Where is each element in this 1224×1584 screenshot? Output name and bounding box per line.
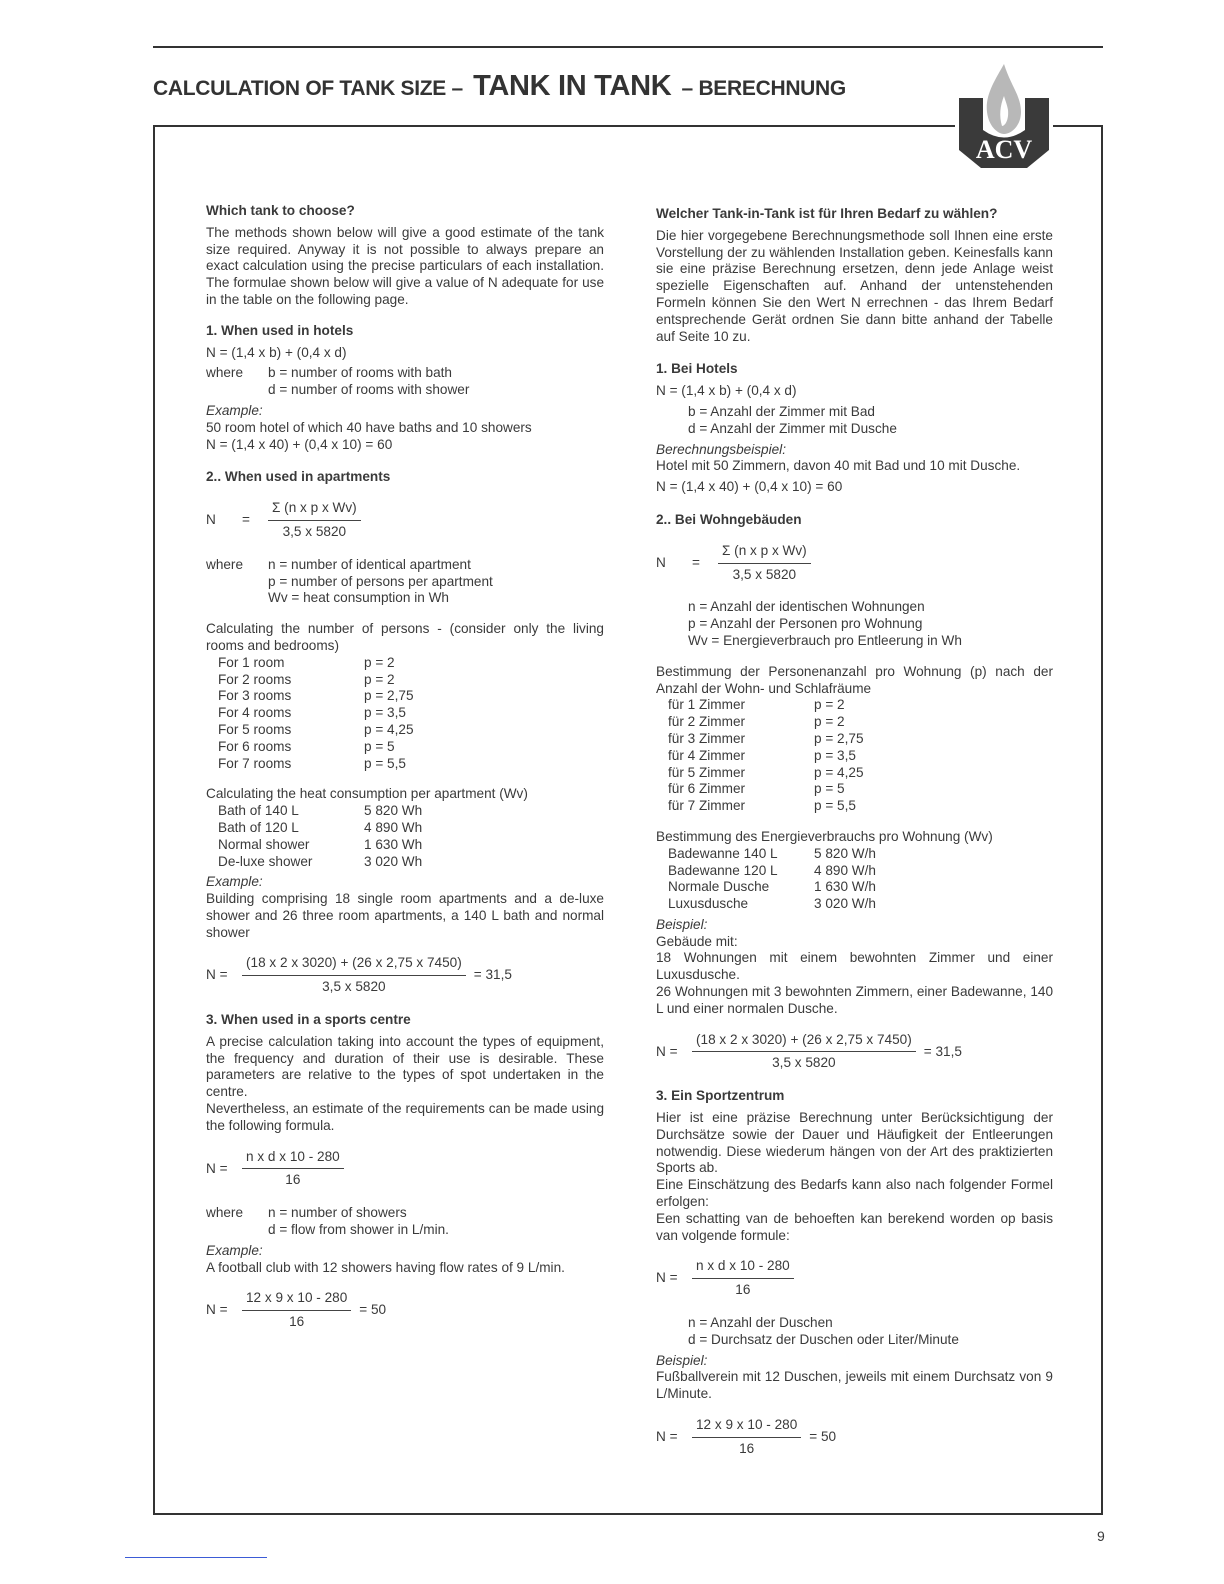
definition-list [688,404,897,438]
fraction-formula [656,1417,1053,1458]
fraction-formula [206,1290,604,1331]
title-main: TANK IN TANK [473,70,672,102]
table-row [218,837,604,854]
table-value: p = 2,75 [364,688,414,704]
denominator: 3,5 x 5820 [732,566,797,582]
table-label: Badewanne 120 L [668,862,778,878]
english-column [206,203,604,1347]
table-row [668,765,1053,782]
table-value: 3 020 W/h [814,896,876,912]
example-label: Example: [206,1242,263,1258]
table-row [668,748,1053,765]
table-label: für 1 Zimmer [668,697,746,713]
formula-line: N = (1,4 x b) + (0,4 x d) [206,344,347,360]
table-value: p = 3,5 [814,747,856,763]
table-row [668,781,1053,798]
table-value: p = 4,25 [364,721,414,737]
table-row [668,863,1053,880]
table-row [668,731,1053,748]
numerator: (18 x 2 x 3020) + (26 x 2,75 x 7450) [692,1032,916,1053]
paragraph: The methods shown below will give a good estimate of the tank size required. Anyway it is not possible to always prepare an exact calculation using the precise particulars of each installation. The formulae shown below will give a value of N adequate for use in the table on the following page. [206,224,604,307]
definition-list [688,1315,959,1349]
section-heading: 2.. Bei Wohngebäuden [656,511,802,527]
title-right: – BERECHNUNG [681,77,846,100]
table-label: For 4 rooms [218,705,292,721]
variable-definitions [656,404,1053,438]
table-label: für 4 Zimmer [668,747,746,763]
where-label [656,1315,688,1349]
definition: n = number of showers [268,1205,407,1221]
table-label: Badewanne 140 L [668,845,778,861]
table-row [668,846,1053,863]
table-row [668,896,1053,913]
fraction [242,1290,351,1331]
definition-list [268,1205,449,1239]
table-value: p = 2 [364,671,395,687]
variable-definitions [656,1315,1053,1349]
numerator: Σ (n x p x Wv) [718,543,811,564]
denominator: 16 [735,1282,751,1298]
paragraph: Calculating the heat consumption per apartment (Wv) [206,786,528,802]
fraction-formula [656,543,1053,584]
page-number: 9 [1097,1528,1105,1544]
table-row [218,820,604,837]
formula-line: N = (1,4 x 40) + (0,4 x 10) = 60 [656,479,843,495]
definition: b = Anzahl der Zimmer mit Bad [688,403,875,419]
table-row [218,803,604,820]
paragraph: Gebäude mit: [656,933,738,949]
example-label: Example: [206,402,263,418]
text-lines [206,420,604,454]
table-row [668,697,1053,714]
denominator: 16 [289,1314,305,1330]
table-row [218,688,604,705]
table-row [668,879,1053,896]
table-value: p = 2 [814,714,845,730]
where-label: where [206,365,244,381]
definition: d = Anzahl der Zimmer mit Dusche [688,420,897,436]
table-value: p = 5 [364,738,395,754]
table-label: For 6 rooms [218,738,292,754]
paragraph: Eine Einschätzung des Bedarfs kann also nach folgender Formel erfolgen: [656,1177,1053,1210]
table-label: For 3 rooms [218,688,292,704]
fraction [692,1032,916,1073]
paragraph: Een schatting van de behoeften kan berekend worden op basis van volgende formule: [656,1210,1053,1243]
denominator: 16 [739,1440,755,1456]
fraction-formula [206,955,604,996]
formula-lhs: N [206,512,216,528]
example-label: Beispiel: [656,916,708,932]
formula-result: = 31,5 [473,967,512,983]
where-label: where [206,1205,244,1221]
table-label: De-luxe shower [218,853,313,869]
paragraph: Building comprising 18 single room apartments and a de-luxe shower and 26 three room apartments, a 140 L bath and normal shower [206,891,604,940]
table-label: For 2 rooms [218,671,292,687]
table-label: für 2 Zimmer [668,714,746,730]
fraction [692,1417,801,1458]
definition: d = Durchsatz der Duschen oder Liter/Minute [688,1331,959,1347]
paragraph: A football club with 12 showers having flow rates of 9 L/min. [206,1259,565,1275]
table-value: 5 820 W/h [814,845,876,861]
example-label: Beispiel: [656,1352,708,1368]
title-left: CALCULATION OF TANK SIZE – [153,77,463,100]
definition: Wv = Energieverbrauch pro Entleerung in Wh [688,632,962,648]
formula-result: = 50 [809,1428,837,1444]
section-heading: 3. When used in a sports centre [206,1012,411,1028]
footer-link-line [125,1557,267,1558]
value-table [218,655,604,773]
table-row [218,854,604,871]
fraction-formula [656,1032,1053,1073]
denominator: 3,5 x 5820 [282,523,347,539]
table-value: 3 020 Wh [364,853,423,869]
formula-lhs: N = [656,1270,678,1286]
table-value: p = 3,5 [364,705,406,721]
paragraph: Fußballverein mit 12 Duschen, jeweils mit einem Durchsatz von 9 L/Minute. [656,1369,1053,1402]
paragraph: Calculating the number of persons - (consider only the living rooms and bedrooms) [206,621,604,653]
numerator: n x d x 10 - 280 [242,1149,344,1170]
table-row [218,655,604,672]
value-table [218,803,604,870]
text-line: 50 room hotel of which 40 have baths and 10 showers [206,419,532,435]
definition: n = number of identical apartment [268,556,471,572]
definition: d = flow from shower in L/min. [268,1222,449,1238]
numerator: Σ (n x p x Wv) [268,500,361,521]
value-table [668,846,1053,913]
example-label: Berechnungsbeispiel: [656,441,786,457]
table-label: For 7 rooms [218,755,292,771]
german-column [656,206,1053,1474]
formula-lhs: N = [206,1302,228,1318]
fraction-formula [656,1258,1053,1299]
table-value: p = 2 [814,697,845,713]
fraction [718,543,811,584]
fraction-formula [206,500,604,541]
table-row [218,756,604,773]
table-row [218,722,604,739]
paragraph: Hier ist eine präzise Berechnung unter Berücksichtigung der Durchsätze sowie der Dauer und Häufigkeit der Entleerungen notwendig. Diese wiederum hängen von der Art des praktizierten Sports ab. [656,1110,1053,1176]
table-label: für 6 Zimmer [668,781,746,797]
denominator: 16 [285,1172,301,1188]
section-heading: 2.. When used in apartments [206,469,391,485]
definition: Wv = heat consumption in Wh [268,590,449,606]
variable-definitions [206,557,604,607]
formula-lhs: N = [206,967,228,983]
paragraph: A precise calculation taking into account the types of equipment, the frequency and duration of their use is desirable. These parameters are relative to the types of spot undertaken in the centre. [206,1033,604,1100]
page-title [153,70,846,103]
section-heading: 3. Ein Sportzentrum [656,1088,785,1104]
section-heading: Welcher Tank-in-Tank ist für Ihren Bedarf zu wählen? [656,206,998,221]
definition: p = number of persons per apartment [268,573,493,589]
table-label: For 5 rooms [218,721,292,737]
denominator: 3,5 x 5820 [322,979,386,995]
table-label: für 7 Zimmer [668,798,746,814]
table-row [218,705,604,722]
definition: n = Anzahl der identischen Wohnungen [688,599,925,615]
table-label: Bath of 120 L [218,819,299,835]
definition-list [688,599,962,649]
table-value: p = 2,75 [814,730,864,746]
table-value: 4 890 Wh [364,819,423,835]
formula-lhs: N [656,554,666,570]
paragraph: Hotel mit 50 Zimmern, davon 40 mit Bad und 10 mit Dusche. [656,458,1021,474]
variable-definitions [206,365,604,399]
fraction [692,1258,794,1299]
table-label: für 3 Zimmer [668,730,746,746]
table-label: Luxusdusche [668,896,749,912]
definition: d = number of rooms with shower [268,382,470,398]
fraction [242,955,466,996]
svg-text:ACV: ACV [975,135,1033,164]
definition: b = number of rooms with bath [268,365,452,381]
numerator: 12 x 9 x 10 - 280 [242,1290,351,1311]
where-label [656,599,688,649]
fraction [268,500,361,541]
table-row [218,672,604,689]
paragraph: Nevertheless, an estimate of the requirements can be made using the following formula. [206,1101,604,1133]
table-row [668,714,1053,731]
table-value: p = 4,25 [814,764,864,780]
table-value: p = 5 [814,781,845,797]
fraction [242,1149,344,1190]
table-value: 5 820 Wh [364,803,423,819]
definition-list [268,557,493,607]
table-row [668,798,1053,815]
definition-list [268,365,469,399]
paragraph: 26 Wohnungen mit 3 bewohnten Zimmern, einer Badewanne, 140 L und einer normalen Dusche. [656,984,1053,1016]
section-heading: Which tank to choose? [206,203,355,218]
definition: p = Anzahl der Personen pro Wohnung [688,616,923,632]
table-value: p = 5,5 [814,798,856,814]
table-label: für 5 Zimmer [668,764,746,780]
paragraph: Die hier vorgegebene Berechnungsmethode soll Ihnen eine erste Vorstellung der zu wählenden Installation geben. Keinesfalls kann sie eine präzise Berechnung ersetzen, denn jede Anlage weist spezielle Eigenschaften auf. Anhand der untenstehenden Formeln können Sie den Wert N errechnen - das Ihrem Bedarf entsprechende Gerät ordnen Sie dann bitte anhand der Tabelle auf Seite 10 zu. [656,227,1053,344]
where-label: where [206,556,244,572]
section-heading: 1. When used in hotels [206,322,354,338]
formula-equals: = [242,512,250,528]
table-value: 4 890 W/h [814,862,876,878]
table-label: Normal shower [218,836,310,852]
formula-lhs: N = [656,1428,678,1444]
fraction-formula [206,1149,604,1190]
paragraph: Bestimmung des Energieverbrauchs pro Wohnung (Wv) [656,828,993,844]
formula-equals: = [692,554,700,570]
formula-line: N = (1,4 x b) + (0,4 x d) [656,383,797,399]
table-label: Bath of 140 L [218,803,299,819]
formula-result: = 31,5 [923,1043,962,1059]
table-label: For 1 room [218,654,285,670]
table-value: p = 5,5 [364,755,406,771]
paragraph: 18 Wohnungen mit einem bewohnten Zimmer und einer Luxusdusche. [656,950,1053,983]
variable-definitions [656,599,1053,649]
example-label: Example: [206,874,263,890]
table-value: 1 630 W/h [814,879,876,895]
where-label [656,404,688,438]
denominator: 3,5 x 5820 [772,1055,836,1071]
table-row [218,739,604,756]
variable-definitions [206,1205,604,1239]
text-line: N = (1,4 x 40) + (0,4 x 10) = 60 [206,436,393,452]
table-value: 1 630 Wh [364,836,423,852]
numerator: (18 x 2 x 3020) + (26 x 2,75 x 7450) [242,955,466,976]
table-label: Normale Dusche [668,879,770,895]
section-heading: 1. Bei Hotels [656,361,738,377]
numerator: 12 x 9 x 10 - 280 [692,1417,801,1438]
formula-lhs: N = [656,1043,678,1059]
numerator: n x d x 10 - 280 [692,1258,794,1279]
definition: n = Anzahl der Duschen [688,1315,833,1331]
table-value: p = 2 [364,654,395,670]
formula-lhs: N = [206,1160,228,1176]
paragraph: Bestimmung der Personenanzahl pro Wohnung (p) nach der Anzahl der Wohn- und Schlafräume [656,663,1053,696]
value-table [668,697,1053,815]
formula-result: = 50 [359,1302,387,1318]
top-rule [153,46,1103,48]
acv-logo-icon [955,60,1053,170]
